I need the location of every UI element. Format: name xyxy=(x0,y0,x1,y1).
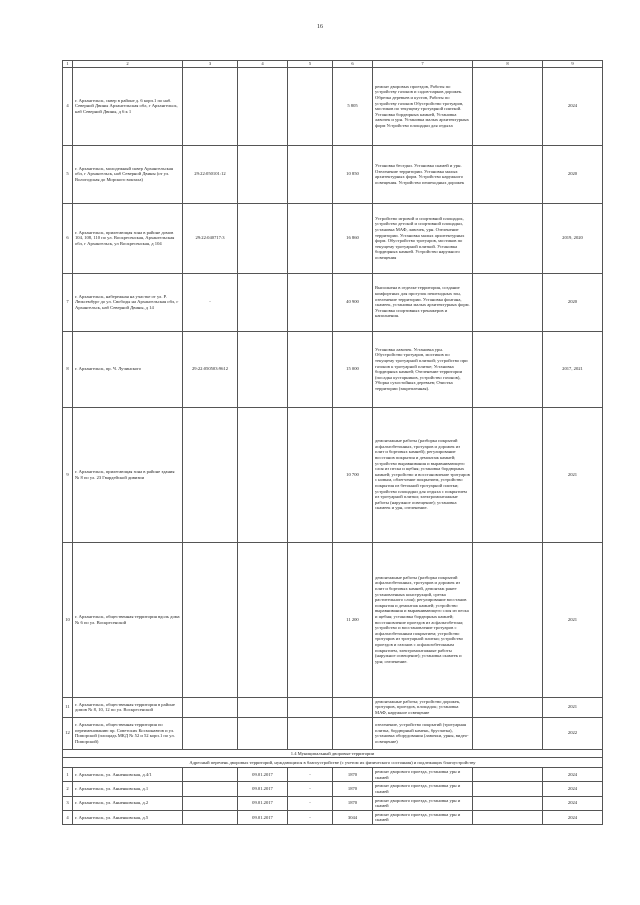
table-cell: 10 700 xyxy=(333,407,373,542)
col-header: 1 xyxy=(63,61,73,68)
table-cell: 16 860 xyxy=(333,203,373,273)
table-cell: 1 xyxy=(63,768,73,782)
table-cell xyxy=(473,810,543,824)
yard-row xyxy=(63,782,603,796)
table-cell: 2020 xyxy=(543,273,603,331)
table-cell: 1870 xyxy=(333,768,373,782)
table-cell: 2021 xyxy=(543,697,603,717)
table-cell xyxy=(473,273,543,331)
table-cell: 10 850 xyxy=(333,145,373,203)
yard-row xyxy=(63,768,603,782)
table-cell xyxy=(238,203,288,273)
improvement-table xyxy=(62,60,603,825)
table-cell xyxy=(288,67,333,145)
table-cell: 2017, 2021 xyxy=(543,331,603,407)
column-number-row xyxy=(63,61,603,68)
table-cell xyxy=(473,67,543,145)
table-cell: г. Архангельск, прилегающая зона в районе домов 104, 108, 110 по ул. Воскресенская, Архангельская обл, г Архангельск, ул Воскресенская, д 104 xyxy=(73,203,183,273)
table-cell xyxy=(473,407,543,542)
table-cell: г. Архангельск, общественная территория вдоль дома № 6 по ул. Воскресенской xyxy=(73,542,183,697)
table-cell: 8 xyxy=(63,331,73,407)
table-cell: 29:22:050503:9612 xyxy=(183,331,238,407)
table-cell: г. Архангельск, общественная территория в районе домов № 8, 10, 12 по ул. Воскресенской xyxy=(73,697,183,717)
table-cell xyxy=(473,542,543,697)
table-cell: г. Архангельск, прилегающая зона в районе здания № 8 по ул. 23 Гвардейской дивизии xyxy=(73,407,183,542)
table-cell: ремонт дворового проезда, установка урн и скамей xyxy=(373,768,473,782)
table-cell xyxy=(473,782,543,796)
table-cell: Устройство игровой и спортивной площадок, устройство детской и спортивной площадки, установка МАФ, лавочек, урн. Озеленение территории. Установка малых архитектурных форм. Обустройство тротуаров, мостиков по текущему тротуарной плиткой. Установка бордюрных камней. Устройство наружного освещения xyxy=(373,203,473,273)
table-cell xyxy=(238,717,288,749)
table-cell xyxy=(238,67,288,145)
table-cell: Выполнена в отделке территория, создание комфортных для прогулок пешеходных зон, озеленение территории. Установка фонтана, скамеек, установка малых архитектурных форм. Установка спортивных тренажеров и наполнения. xyxy=(373,273,473,331)
page-number: 16 xyxy=(317,24,323,30)
table-cell: г. Архангельск, молодежный сквер Архангельская обл, г Архангельск, наб Северной Двины (от ул. Вологодская до Морского вокзала) xyxy=(73,145,183,203)
table-row xyxy=(63,331,603,407)
table-cell: 2020 xyxy=(543,145,603,203)
table-cell xyxy=(288,331,333,407)
table-cell: 29:22:040717:3 xyxy=(183,203,238,273)
table-cell xyxy=(183,717,238,749)
table-cell: 6 xyxy=(63,203,73,273)
table-cell: 2024 xyxy=(543,768,603,782)
table-cell xyxy=(473,331,543,407)
table-cell: ремонт дворового проезда, установка урн и скамей xyxy=(373,810,473,824)
table-cell xyxy=(473,717,543,749)
table-cell: 5 xyxy=(63,145,73,203)
table-row xyxy=(63,203,603,273)
table-cell: - xyxy=(183,273,238,331)
table-cell: 7 xyxy=(63,273,73,331)
table-cell: - xyxy=(288,768,333,782)
table-cell xyxy=(473,145,543,203)
table-cell: г. Архангельск, общественная территория по переименованию пр. Советских Космонавтов и ул. Поморской (площадь МКД № 52 и 52 корп.1 по ул. Поморской) xyxy=(73,717,183,749)
table-cell: 2024 xyxy=(543,782,603,796)
table-cell: озеленение, устройство покрытий (тротуарная плитка, бордюрный камень, брусчатка), установка оборудования (лавочки, урны, видео-освещение) xyxy=(373,717,473,749)
table-cell xyxy=(473,768,543,782)
yard-row xyxy=(63,810,603,824)
table-cell: 3044 xyxy=(333,810,373,824)
section-subtitle: Адресный перечень дворовых территорий, нуждающихся в благоустройстве (с учетом их физического состояния) и подлежащих благоустройству xyxy=(63,758,603,768)
table-cell xyxy=(288,203,333,273)
table-row xyxy=(63,697,603,717)
table-cell: 9 xyxy=(63,407,73,542)
col-header: 3 xyxy=(183,61,238,68)
col-header: 2 xyxy=(73,61,183,68)
table-cell xyxy=(288,542,333,697)
table-cell xyxy=(288,273,333,331)
table-cell xyxy=(238,407,288,542)
table-cell: г. Архангельск, ул. Анненковская, д.1 xyxy=(73,782,183,796)
table-cell xyxy=(473,203,543,273)
table-cell: 3 xyxy=(63,796,73,810)
table-cell xyxy=(183,542,238,697)
section-title-row xyxy=(63,749,603,758)
table-cell: 09.01.2017 xyxy=(238,782,288,796)
table-cell xyxy=(238,542,288,697)
table-cell: 15 000 xyxy=(333,331,373,407)
table-cell: 1870 xyxy=(333,796,373,810)
table-row xyxy=(63,407,603,542)
table-cell xyxy=(238,273,288,331)
table-cell: Установка лавочек. Установка урн. Обустройство тротуаров, мостиков по текущему тротуарной плиткой; устройство при газонов к тротуарной плитке; Установка бордюрных камней; Озеленение территории (посадка кустарников, устройство газонов), Уборка сухостойных деревьев; Очистка территории (закрепленная). xyxy=(373,331,473,407)
table-cell: 09.01.2017 xyxy=(238,768,288,782)
table-cell: демонтажные работы (разборка покрытий асфальтобетонных, тротуаров и дорожек из плит и бортовых камней, демонтаж ранее установленных конструкций, срезка растительного слоя); регулирование восстанов покрытия и демонтаж камней; устройство выравнивания и выравнивающего слоя из песка и щебня; установка бордюрных камней; восстановление проездов из асфальтобетона; устройство и восстановление тротуаров с асфальтобетонным покрытием; устройство тротуаров из тротуарной плитки; устройство проездов и газонов с асфальтобетонным покрытием, электромонтажные работы (наружное освещение); установка скамеек и урн; озеленение. xyxy=(373,542,473,697)
table-row xyxy=(63,542,603,697)
table-cell xyxy=(473,697,543,717)
table-cell xyxy=(288,717,333,749)
table-cell xyxy=(333,717,373,749)
table-cell: 4 xyxy=(63,67,73,145)
section-subtitle-row xyxy=(63,758,603,768)
table-cell: - xyxy=(288,810,333,824)
table-cell: г. Архангельск, ул. Анненковская, д.2 xyxy=(73,796,183,810)
col-header: 8 xyxy=(473,61,543,68)
table-cell: 1870 xyxy=(333,782,373,796)
col-header: 5 xyxy=(288,61,333,68)
table-cell xyxy=(473,796,543,810)
table-cell: ремонт дворового проезда, установка урн и скамей xyxy=(373,782,473,796)
table-cell xyxy=(238,331,288,407)
table-cell: 2021 xyxy=(543,542,603,697)
table-cell: 2 xyxy=(63,782,73,796)
table-row xyxy=(63,273,603,331)
table-cell: 09.01.2017 xyxy=(238,810,288,824)
table-cell: демонтажные работы; устройство дорожек, тротуаров, проездов, площадок; установка МАФ, наружное освещение xyxy=(373,697,473,717)
table-cell: 2024 xyxy=(543,810,603,824)
col-header: 9 xyxy=(543,61,603,68)
table-cell: 2021 xyxy=(543,407,603,542)
table-cell xyxy=(288,145,333,203)
table-cell: 5 805 xyxy=(333,67,373,145)
table-cell: 12 xyxy=(63,717,73,749)
table-row xyxy=(63,67,603,145)
table-cell: Установка беседки. Установка скамей и урн. Озеленение территории. Установка малых архитектурных форм. Устройство наружного освещения. Устройство пешеходных дорожек xyxy=(373,145,473,203)
table-cell: 4 xyxy=(63,810,73,824)
table-cell xyxy=(183,810,238,824)
table-cell: г. Архангельск, набережная на участке от ул. Р. Люксембург до ул. Свободы на Архангельская обл, г Архангельск, наб Северной Двины, д 14 xyxy=(73,273,183,331)
table-cell: 11 xyxy=(63,697,73,717)
table-cell xyxy=(238,697,288,717)
table-cell: г. Архангельск, пр. Ч. Лучинского xyxy=(73,331,183,407)
col-header: 4 xyxy=(238,61,288,68)
section-title: 1.4 Муниципальный дворовые территории xyxy=(63,749,603,758)
col-header: 7 xyxy=(373,61,473,68)
table-cell: г. Архангельск, ул. Анненковская, д.4/1 xyxy=(73,768,183,782)
col-header: 6 xyxy=(333,61,373,68)
table-cell: ремонт дворовых проездов, Работы по устройству газонов и садов-парков дорожек. Обрезка деревьев и кустов, Работы по устройству газонов Обустройство тротуаров, мостиков по текущему тротуарной плиткой. Установка бордюрных камней, Установка лавочек и урн. Установка малых архитектурных форм Устройство площадки для отдыха xyxy=(373,67,473,145)
table-cell xyxy=(333,697,373,717)
table-row xyxy=(63,145,603,203)
yard-row xyxy=(63,796,603,810)
table-cell: 2019, 2020 xyxy=(543,203,603,273)
table-cell xyxy=(183,67,238,145)
table-cell xyxy=(183,782,238,796)
table-cell: 29:22:050101:12 xyxy=(183,145,238,203)
table-cell: 10 xyxy=(63,542,73,697)
table-cell: г. Архангельск, сквер в районе д. 6 корп.1 по наб. Северной Двины Архангельская обл, г Архангельск, наб Северной Двины, д 6 к 1 xyxy=(73,67,183,145)
table-cell: 2024 xyxy=(543,796,603,810)
table-cell: 40 900 xyxy=(333,273,373,331)
table-cell xyxy=(183,768,238,782)
table-cell: ремонт дворового проезда, установка урн и скамей xyxy=(373,796,473,810)
table-cell xyxy=(183,697,238,717)
table-cell: демонтажные работы (разборка покрытий асфальтобетонных, тротуаров и дорожек из плит и бортовых камней); регулирование восстанов покрытия и демонтаж камней; устройство выравнивания и выравнивающего слоя из песка и щебня; установка бордюрных камней; устройство и восстановление тротуаров с новым, облегчение покрытием, устройство покрытия из бетонной тротуарной плитки; устройство площадки для отдыха с покрытием из тротуарной плитки; электромонтажные работы (наружное освещение); установка скамеек и урн, озеленение. xyxy=(373,407,473,542)
table-row xyxy=(63,717,603,749)
table-cell: - xyxy=(288,782,333,796)
table-cell xyxy=(183,407,238,542)
table-cell xyxy=(238,145,288,203)
table-cell: г. Архангельск, ул. Анненковская, д.5 xyxy=(73,810,183,824)
table-cell: 2022 xyxy=(543,717,603,749)
table-cell: 2024 xyxy=(543,67,603,145)
table-cell: - xyxy=(288,796,333,810)
table-cell xyxy=(288,697,333,717)
table-cell: 11 200 xyxy=(333,542,373,697)
table-cell xyxy=(183,796,238,810)
table-cell xyxy=(288,407,333,542)
table-cell: 09.01.2017 xyxy=(238,796,288,810)
